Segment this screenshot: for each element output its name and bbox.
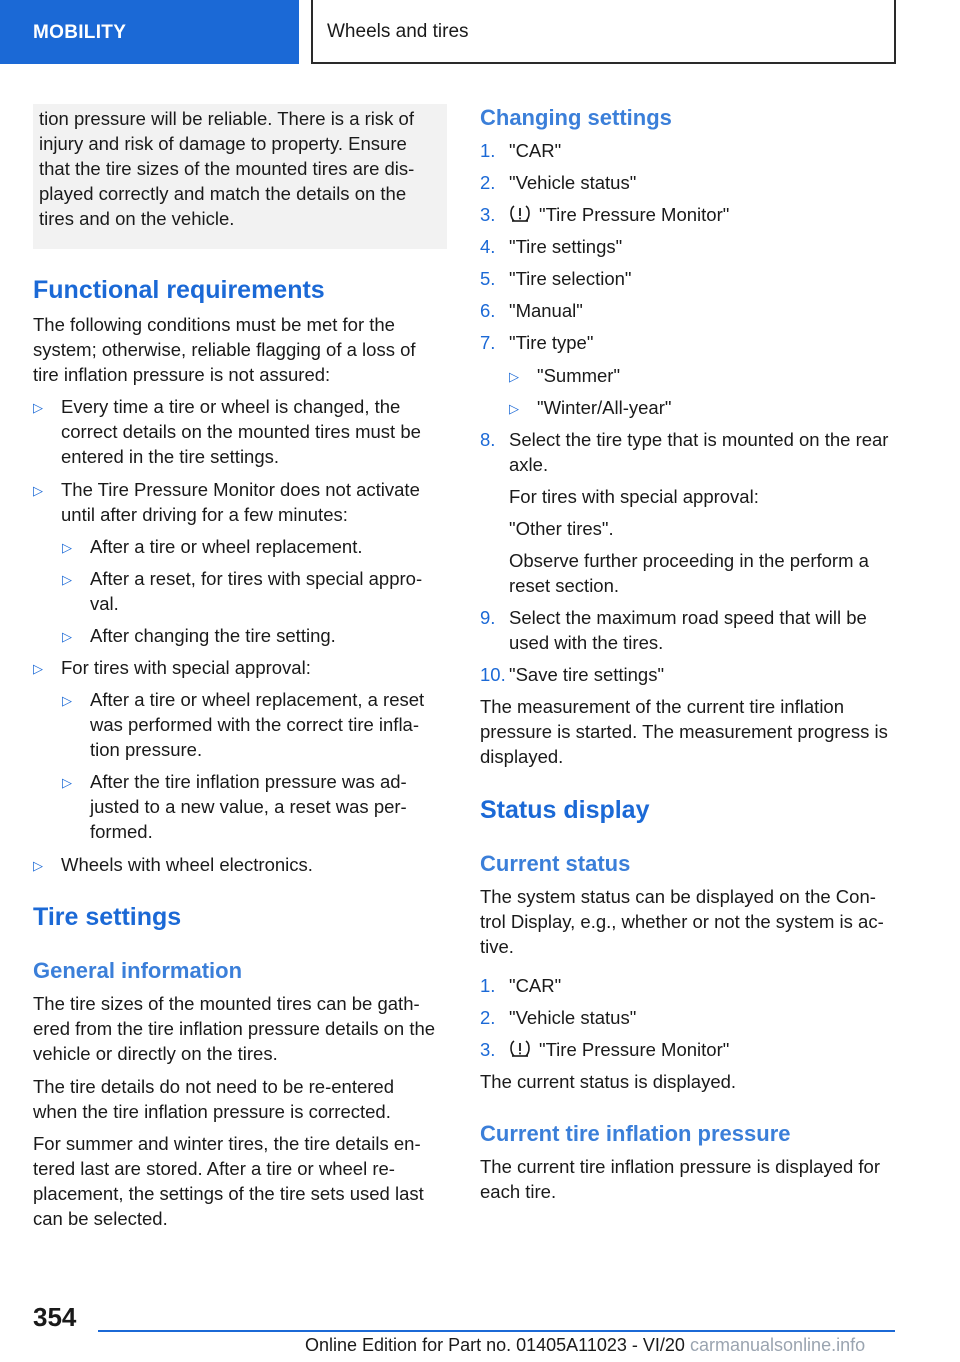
list-item: 10. "Save tire settings" [480,664,665,685]
list-item: 4. "Tire settings" [480,236,623,257]
triangle-bullet-icon: ▷ [33,400,43,415]
notice-line: tion pressure will be reliable. There is a risk of [39,108,414,129]
tire-pressure-warning-icon [509,204,531,224]
status-display-heading: Status display [480,796,650,824]
list-item: ▷ The Tire Pressure Monitor does not activate until after driving for a few minutes: [33,479,420,525]
current-status-heading: Current status [480,851,631,876]
tire-settings-heading: Tire settings [33,903,182,931]
section-tab [0,0,299,64]
list-item: ▷ Wheels with wheel electronics. [33,852,443,878]
triangle-bullet-icon: ▷ [62,629,72,644]
functional-intro: The following conditions must be met for the system; otherwise, reliable flagging of a loss of tire inflation pressure is not assured: [33,314,416,385]
list-item: 3. "Tire Pressure Monitor" [480,204,730,225]
tire-settings-paragraph: For summer and winter tires, the tire details en-tered last are stored. After a tire or wheel re-placement, the settings of the tire sets used last can be selected. [33,1133,424,1229]
watermark: carmanualsonline.info [690,1335,866,1355]
triangle-bullet-icon: ▷ [62,540,72,555]
list-item: 2. "Vehicle status" [480,172,637,193]
edition-text: Online Edition for Part no. 01405A11023 - VI/20 [305,1335,685,1355]
section-label: MOBILITY [33,21,127,43]
chapter-title: Wheels and tires [327,20,469,42]
tire-settings-paragraph: The tire sizes of the mounted tires can be gath-ered from the tire inflation pressure details on the vehicle or directly on the tires. [33,993,436,1064]
notice-line: played correctly and match the details on the [39,183,407,204]
list-item: 5. "Tire selection" [480,268,632,289]
list-item: ▷ Every time a tire or wheel is changed, the correct details on the mounted tires must be entered in the tire settings. [33,396,421,467]
list-item: ▷ "Summer" [509,363,898,389]
list-item: 6. "Manual" [480,300,583,321]
triangle-bullet-icon: ▷ [33,483,43,498]
triangle-bullet-icon: ▷ [62,693,72,708]
triangle-bullet-icon: ▷ [33,858,43,873]
list-item: ▷ For tires with special approval: [33,655,443,681]
current-status-result: The current status is displayed. [480,1071,737,1092]
chapter-header [311,0,896,64]
notice-line: tires and on the vehicle. [39,208,235,229]
changing-settings-heading: Changing settings [480,105,672,130]
notice-line: that the tire sizes of the mounted tires are dis- [39,158,415,179]
page-number: 354 [33,1302,77,1332]
general-information-heading: General information [33,958,243,983]
current-pressure-paragraph: The current tire inflation pressure is displayed for each tire. [480,1156,880,1202]
list-item: 9. Select the maximum road speed that will be used with the tires. [480,607,867,653]
list-item: ▷ After a tire or wheel replacement. [62,534,447,560]
triangle-bullet-icon: ▷ [509,369,519,384]
notice-line: injury and risk of damage to property. Ensure [39,133,407,154]
list-item: ▷ After a tire or wheel replacement, a reset was performed with the correct tire infla-tion pressure. [62,689,425,760]
triangle-bullet-icon: ▷ [62,775,72,790]
list-item: ▷ After the tire inflation pressure was ad-justed to a new value, a reset was per-formed. [62,771,407,842]
current-tire-inflation-pressure-heading: Current tire inflation pressure [480,1121,791,1146]
footer-divider [98,1330,895,1332]
list-item: 8. Select the tire type that is mounted on the rear axle. [480,429,889,475]
tire-pressure-warning-icon [509,1039,531,1059]
triangle-bullet-icon: ▷ [62,572,72,587]
warning-notice-box [33,104,447,249]
step-note: For tires with special approval: [509,486,759,507]
list-item: ▷ After changing the tire setting. [62,623,447,649]
tire-settings-paragraph: The tire details do not need to be re-entered when the tire inflation pressure is corrected. [33,1076,394,1122]
measurement-paragraph: The measurement of the current tire inflation pressure is started. The measurement progress is displayed. [480,696,888,767]
step-note: "Other tires". [509,518,614,539]
list-item: ▷ After a reset, for tires with special appro-val. [62,568,423,614]
current-status-paragraph: The system status can be displayed on the Con-trol Display, e.g., whether or not the system is ac-tive. [480,886,884,957]
list-item: ▷ "Winter/All-year" [509,395,898,421]
list-item: 3. "Tire Pressure Monitor" [480,1039,730,1060]
functional-requirements-heading: Functional requirements [33,276,325,304]
list-item: 2. "Vehicle status" [480,1007,637,1028]
step-note: Observe further proceeding in the perform a reset section. [509,550,869,596]
list-item: 1. "CAR" [480,975,562,996]
triangle-bullet-icon: ▷ [509,401,519,416]
triangle-bullet-icon: ▷ [33,661,43,676]
list-item: 1. "CAR" [480,140,562,161]
list-item: 7. "Tire type" [480,332,594,353]
